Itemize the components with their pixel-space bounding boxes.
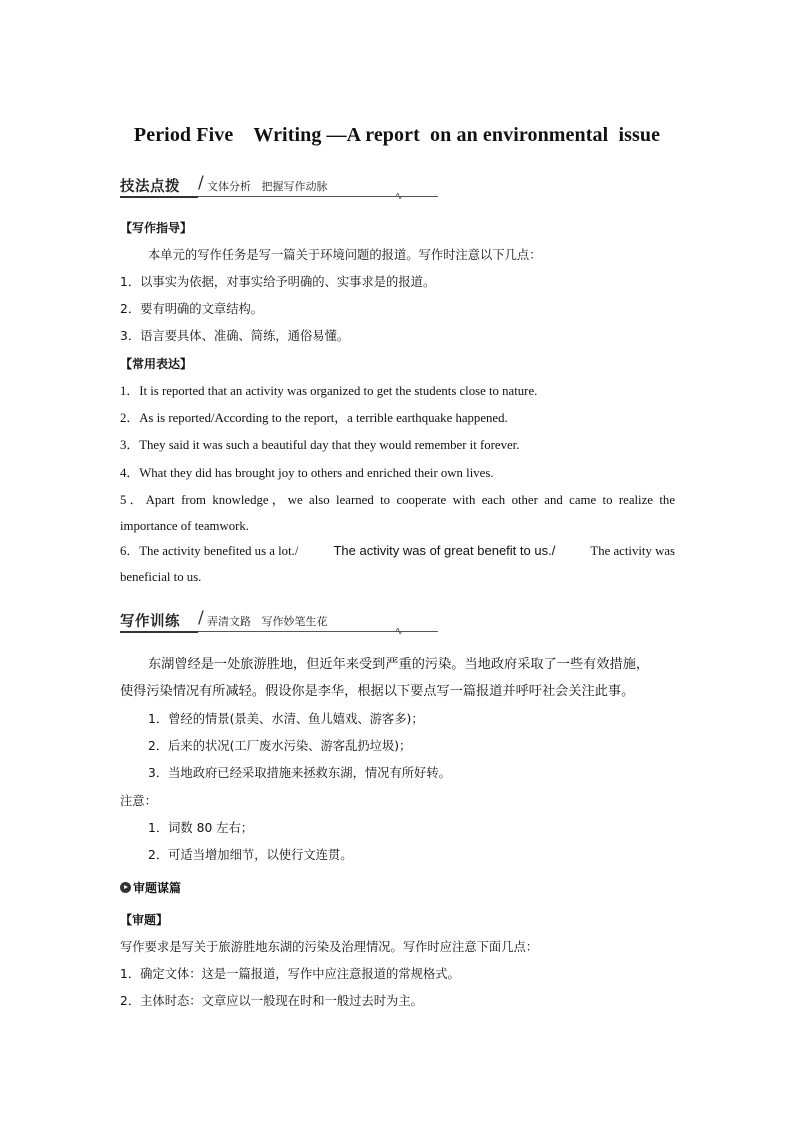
review-point: 2．主体时态：文章应以一般现在时和一般过去时为主。 <box>120 994 423 1008</box>
guide-intro: 本单元的写作任务是写一篇关于环境问题的报道。写作时注意以下几点： <box>148 248 542 262</box>
expressions-label: 【常用表达】 <box>120 357 193 371</box>
review-heading: 审题谋篇 <box>133 881 182 895</box>
expression-item <box>120 542 675 560</box>
note-item: 1．词数 80 左右； <box>148 821 254 835</box>
rule-tick-icon <box>396 193 402 199</box>
expression-item: 3．They said it was such a beautiful day that they would remember it forever. <box>120 438 520 452</box>
heading-rule <box>198 196 438 197</box>
note-item: 2．可适当增加细节，以使行文连贯。 <box>148 848 353 862</box>
rule-tick-icon <box>396 628 402 634</box>
expression-item-continued: beneficial to us. <box>120 570 202 584</box>
heading-rule <box>198 631 438 632</box>
play-icon <box>120 882 131 893</box>
section-header-techniques <box>120 175 440 197</box>
section-heading: 写作训练 <box>120 614 180 630</box>
task-paragraph: 东湖曾经是一处旅游胜地，但近年来受到严重的污染。当地政府采取了一些有效措施， <box>148 657 650 672</box>
expression-item: 4．What they did has brought joy to others and enriched their own lives. <box>120 466 494 480</box>
task-point: 1．曾经的情景(景美、水清、鱼儿嬉戏、游客多)； <box>148 712 424 726</box>
task-point: 2．后来的状况(工厂废水污染、游客乱扔垃圾)； <box>148 739 412 753</box>
expression-part: The activity was of great benefit to us./ <box>333 543 556 558</box>
guide-label: 【写作指导】 <box>120 221 193 235</box>
slash-divider: / <box>198 173 204 193</box>
page-title: Period Five Writing —A report on an environmental issue <box>133 124 661 146</box>
section-subtitle: 文体分析 把握写作动脉 <box>207 180 328 193</box>
heading-underline <box>120 631 198 633</box>
review-intro: 写作要求是写关于旅游胜地东湖的污染及治理情况。写作时应注意下面几点： <box>120 940 539 954</box>
section-subtitle: 弄清文路 写作妙笔生花 <box>207 615 328 628</box>
guide-point: 1．以事实为依据，对事实给予明确的、实事求是的报道。 <box>120 275 436 289</box>
section-header-training <box>120 610 440 632</box>
note-label: 注意： <box>120 794 157 808</box>
review-heading-row <box>120 879 181 897</box>
section-heading: 技法点拨 <box>120 179 180 195</box>
review-label: 【审题】 <box>120 913 169 927</box>
expression-part: The activity was <box>590 544 675 558</box>
task-paragraph: 使得污染情况有所减轻。假设你是李华，根据以下要点写一篇报道并呼吁社会关注此事。 <box>120 684 635 699</box>
expression-item: 1．It is reported that an activity was organized to get the students close to nature. <box>120 384 538 398</box>
review-point: 1．确定文体：这是一篇报道，写作中应注意报道的常规格式。 <box>120 967 460 981</box>
slash-divider: / <box>198 608 204 628</box>
guide-point: 3．语言要具体、准确、简练，通俗易懂。 <box>120 329 350 343</box>
expression-item-continued: importance of teamwork. <box>120 519 249 533</box>
expression-part: 6．The activity benefited us a lot./ <box>120 544 299 558</box>
guide-point: 2．要有明确的文章结构。 <box>120 302 264 316</box>
expression-item: 5．Apart from knowledge，we also learned to cooperate with each other and came to realize the <box>120 493 675 507</box>
heading-underline <box>120 196 198 198</box>
task-point: 3．当地政府已经采取措施来拯救东湖，情况有所好转。 <box>148 766 451 780</box>
expression-item: 2．As is reported/According to the report，a terrible earthquake happened. <box>120 411 508 425</box>
